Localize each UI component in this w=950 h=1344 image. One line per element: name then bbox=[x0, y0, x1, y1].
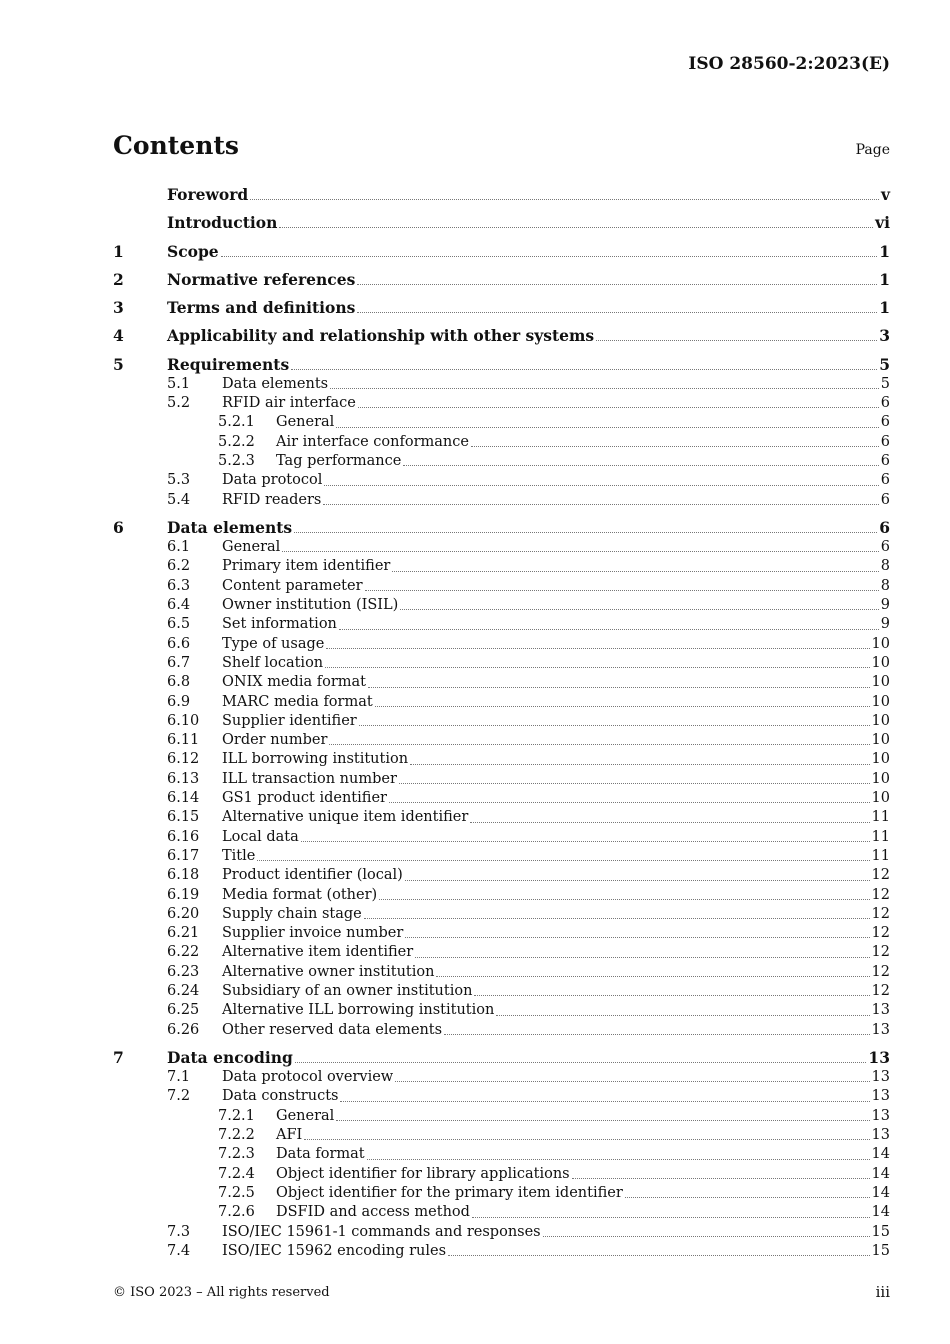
toc-entry[interactable] bbox=[113, 433, 890, 452]
toc-entry-number: 6.24 bbox=[167, 982, 200, 999]
toc-entry-page[interactable]: 10 bbox=[871, 635, 890, 652]
toc-entry-number: 6.10 bbox=[167, 712, 200, 729]
toc-entry[interactable] bbox=[113, 184, 890, 205]
toc-entry-number: 6.6 bbox=[167, 635, 191, 652]
toc-entry-number: 2 bbox=[113, 269, 124, 289]
toc-entry[interactable] bbox=[113, 1087, 890, 1106]
toc-entry-page[interactable]: 11 bbox=[871, 809, 890, 826]
toc-entry-number: 7.2.2 bbox=[218, 1127, 255, 1144]
toc-entry-page[interactable]: 10 bbox=[871, 674, 890, 691]
toc-entry-page[interactable]: 15 bbox=[871, 1223, 890, 1240]
toc-entry-title[interactable]: Alternative ILL borrowing institution bbox=[222, 1002, 495, 1019]
toc-entry-title[interactable]: ISO/IEC 15962 encoding rules bbox=[222, 1242, 447, 1259]
toc-entry-title[interactable]: Object identifier for library applications bbox=[276, 1165, 570, 1182]
toc-dot-leader bbox=[324, 485, 878, 486]
toc-entry[interactable] bbox=[113, 673, 890, 692]
toc-entry-title[interactable]: Data elements bbox=[222, 375, 329, 392]
toc-dot-leader bbox=[596, 340, 877, 341]
toc-entry-number: 6.8 bbox=[167, 674, 191, 691]
toc-dot-leader bbox=[375, 706, 870, 707]
toc-entry-page[interactable]: 13 bbox=[871, 1088, 890, 1105]
toc-entry-title[interactable]: Supply chain stage bbox=[222, 905, 362, 922]
toc-entry[interactable] bbox=[113, 808, 890, 827]
page-number: iii bbox=[875, 1283, 890, 1301]
toc-entry-number: 7.3 bbox=[167, 1223, 191, 1240]
toc-entry-page[interactable]: 10 bbox=[871, 732, 890, 749]
toc-entry-number: 7.4 bbox=[167, 1242, 191, 1259]
page-title: Contents bbox=[113, 131, 240, 160]
toc-entry-number: 6.5 bbox=[167, 616, 191, 633]
toc-entry-number: 7.2.3 bbox=[218, 1146, 255, 1163]
toc-entry-number: 5.1 bbox=[167, 375, 191, 392]
toc-entry-number: 5.4 bbox=[167, 491, 191, 508]
toc-entry-number: 6.16 bbox=[167, 828, 200, 845]
toc-entry-title[interactable]: Product identifier (local) bbox=[222, 867, 403, 884]
toc-dot-leader bbox=[326, 648, 869, 649]
toc-entry-page[interactable]: 10 bbox=[871, 790, 890, 807]
toc-dot-leader bbox=[367, 1159, 870, 1160]
toc-entry-page[interactable]: 14 bbox=[871, 1146, 890, 1163]
toc-entry-page[interactable]: 12 bbox=[871, 886, 890, 903]
toc-entry-number: 6.15 bbox=[167, 809, 200, 826]
toc-entry[interactable] bbox=[113, 471, 890, 490]
toc-entry-page[interactable]: 13 bbox=[871, 1021, 890, 1038]
toc-entry-number: 5.2 bbox=[167, 395, 191, 412]
toc-entry[interactable] bbox=[113, 712, 890, 731]
toc-entry-title[interactable]: GS1 product identifier bbox=[222, 790, 387, 807]
toc-entry-number: 5.2.2 bbox=[218, 433, 255, 450]
toc-dot-leader bbox=[221, 256, 878, 257]
toc-entry[interactable] bbox=[113, 828, 890, 847]
toc-dot-leader bbox=[399, 783, 870, 784]
toc-entry[interactable] bbox=[113, 1107, 890, 1126]
toc-entry[interactable] bbox=[113, 1001, 890, 1020]
toc-entry[interactable] bbox=[113, 886, 890, 905]
toc-entry[interactable] bbox=[113, 1047, 890, 1068]
toc-entry-page[interactable]: 13 bbox=[871, 1107, 890, 1124]
toc-entry-number: 6.19 bbox=[167, 886, 200, 903]
toc-entry-title[interactable]: Shelf location bbox=[222, 654, 324, 671]
toc-entry-page[interactable]: 11 bbox=[871, 828, 890, 845]
toc-entry-page[interactable]: 11 bbox=[871, 847, 890, 864]
toc-entry-number: 7.2.4 bbox=[218, 1165, 255, 1182]
toc-entry-page[interactable]: 6 bbox=[880, 472, 890, 489]
toc-entry[interactable] bbox=[113, 1223, 890, 1242]
toc-entry-number: 6.23 bbox=[167, 963, 200, 980]
toc-entry-number: 6.3 bbox=[167, 577, 191, 594]
toc-entry-page[interactable]: 3 bbox=[879, 326, 890, 346]
toc-entry-page[interactable]: 10 bbox=[871, 712, 890, 729]
toc-entry-title[interactable]: Type of usage bbox=[222, 635, 325, 652]
toc-dot-leader bbox=[330, 388, 879, 389]
toc-entry-title[interactable]: Media format (other) bbox=[222, 886, 378, 903]
toc-entry-page[interactable]: 6 bbox=[880, 539, 890, 556]
toc-entry-title[interactable]: Primary item identifier bbox=[222, 558, 391, 575]
toc-entry-page[interactable]: 14 bbox=[871, 1204, 890, 1221]
toc-entry[interactable] bbox=[113, 269, 890, 290]
toc-entry-page[interactable]: 1 bbox=[879, 298, 890, 318]
toc-entry[interactable] bbox=[113, 750, 890, 769]
toc-entry-title[interactable]: Data encoding bbox=[167, 1048, 293, 1068]
toc-entry-number: 7.1 bbox=[167, 1069, 191, 1086]
toc-entry-number: 6.21 bbox=[167, 925, 200, 942]
toc-entry-title[interactable]: General bbox=[276, 414, 335, 431]
toc-entry-title[interactable]: Scope bbox=[167, 241, 219, 261]
toc-entry-title[interactable]: AFI bbox=[276, 1127, 303, 1144]
toc-entry-page[interactable]: 10 bbox=[871, 654, 890, 671]
toc-entry-title[interactable]: Foreword bbox=[167, 185, 249, 204]
toc-dot-leader bbox=[496, 1015, 869, 1016]
toc-entry-number: 7 bbox=[113, 1048, 124, 1068]
toc-entry-number: 5 bbox=[113, 354, 124, 374]
toc-dot-leader bbox=[295, 1062, 867, 1063]
toc-dot-leader bbox=[336, 427, 878, 428]
toc-dot-leader bbox=[279, 227, 873, 228]
toc-entry-number: 7.2.1 bbox=[218, 1107, 255, 1124]
toc-dot-leader bbox=[415, 957, 869, 958]
toc-dot-leader bbox=[543, 1236, 870, 1237]
toc-entry-page[interactable]: 12 bbox=[871, 905, 890, 922]
toc-entry-page[interactable]: 12 bbox=[871, 925, 890, 942]
toc-entry[interactable] bbox=[113, 943, 890, 962]
toc-dot-leader bbox=[282, 551, 878, 552]
toc-dot-leader bbox=[403, 465, 878, 466]
toc-entry-page[interactable]: 6 bbox=[879, 518, 890, 538]
toc-dot-leader bbox=[357, 284, 877, 285]
toc-entry-page[interactable]: 12 bbox=[871, 944, 890, 961]
toc-entry-title[interactable]: Alternative item identifier bbox=[222, 944, 414, 961]
toc-entry[interactable] bbox=[113, 241, 890, 262]
toc-entry-number: 6.17 bbox=[167, 847, 200, 864]
toc-entry-title[interactable]: Data format bbox=[276, 1146, 365, 1163]
toc-entry-number: 6.11 bbox=[167, 732, 200, 749]
toc-entry[interactable] bbox=[113, 982, 890, 1001]
toc-entry[interactable] bbox=[113, 354, 890, 375]
toc-entry[interactable] bbox=[113, 1242, 890, 1261]
toc-entry-title[interactable]: Alternative owner institution bbox=[222, 963, 435, 980]
toc-entry[interactable] bbox=[113, 375, 890, 394]
toc-entry-number: 6.20 bbox=[167, 905, 200, 922]
toc-entry-page[interactable]: 10 bbox=[871, 770, 890, 787]
toc-entry-number: 7.2.5 bbox=[218, 1184, 255, 1201]
toc-dot-leader bbox=[301, 841, 870, 842]
toc-entry[interactable] bbox=[113, 413, 890, 432]
toc-dot-leader bbox=[294, 532, 877, 533]
toc-entry-page[interactable]: 1 bbox=[879, 241, 890, 261]
toc-dot-leader bbox=[329, 744, 869, 745]
toc-entry-title[interactable]: Supplier invoice number bbox=[222, 925, 404, 942]
toc-entry-page[interactable]: 14 bbox=[871, 1165, 890, 1182]
toc-dot-leader bbox=[365, 590, 879, 591]
toc-dot-leader bbox=[389, 802, 870, 803]
toc-entry-title[interactable]: ILL borrowing institution bbox=[222, 751, 409, 768]
toc-entry-page[interactable]: 8 bbox=[880, 577, 890, 594]
toc-entry-number: 4 bbox=[113, 326, 124, 346]
toc-entry[interactable] bbox=[113, 596, 890, 615]
toc-dot-leader bbox=[340, 1101, 869, 1102]
toc-entry[interactable] bbox=[113, 394, 890, 413]
toc-entry-title[interactable]: ISO/IEC 15961-1 commands and responses bbox=[222, 1223, 541, 1240]
toc-dot-leader bbox=[448, 1255, 870, 1256]
toc-entry-title[interactable]: ONIX media format bbox=[222, 674, 366, 691]
toc-dot-leader bbox=[359, 725, 870, 726]
toc-dot-leader bbox=[470, 822, 869, 823]
toc-entry[interactable] bbox=[113, 325, 890, 346]
toc-entry-page[interactable]: 6 bbox=[880, 414, 890, 431]
toc-entry-title[interactable]: Air interface conformance bbox=[276, 433, 469, 450]
toc-entry-page[interactable]: 12 bbox=[871, 867, 890, 884]
toc-entry[interactable] bbox=[113, 1165, 890, 1184]
toc-entry-page[interactable]: vi bbox=[875, 213, 890, 233]
toc-dot-leader bbox=[474, 995, 869, 996]
toc-entry-page[interactable]: 6 bbox=[880, 433, 890, 450]
toc-entry[interactable] bbox=[113, 1145, 890, 1164]
toc-entry[interactable] bbox=[113, 1203, 890, 1222]
toc-entry-number: 5.2.1 bbox=[218, 414, 255, 431]
toc-dot-leader bbox=[400, 609, 878, 610]
toc-entry-title[interactable]: Alternative unique item identifier bbox=[222, 809, 469, 826]
toc-entry[interactable] bbox=[113, 924, 890, 943]
toc-entry-page[interactable]: 13 bbox=[871, 1069, 890, 1086]
toc-entry-title[interactable]: RFID readers bbox=[222, 491, 322, 508]
toc-dot-leader bbox=[336, 1120, 869, 1121]
toc-entry[interactable] bbox=[113, 212, 890, 233]
toc-entry-title[interactable]: Subsidiary of an owner institution bbox=[222, 982, 473, 999]
toc-entry-title[interactable]: Introduction bbox=[167, 213, 278, 233]
toc-entry-title[interactable]: Data elements bbox=[167, 518, 293, 538]
toc-entry-page[interactable]: 5 bbox=[880, 375, 890, 392]
toc-entry-title[interactable]: Title bbox=[222, 847, 256, 864]
toc-dot-leader bbox=[323, 504, 878, 505]
toc-entry-title[interactable]: Local data bbox=[222, 828, 299, 845]
toc-entry-number: 6.26 bbox=[167, 1021, 200, 1038]
toc-entry[interactable] bbox=[113, 517, 890, 538]
toc-dot-leader bbox=[357, 312, 877, 313]
toc-entry-number: 6.9 bbox=[167, 693, 191, 710]
toc-entry-page[interactable]: 15 bbox=[871, 1242, 890, 1259]
page-column-label: Page bbox=[855, 142, 890, 158]
toc-entry-title[interactable]: Data protocol bbox=[222, 472, 323, 489]
toc-entry-title[interactable]: General bbox=[276, 1107, 335, 1124]
toc-entry-title[interactable]: Normative references bbox=[167, 269, 356, 289]
toc-dot-leader bbox=[364, 918, 870, 919]
toc-entry[interactable] bbox=[113, 770, 890, 789]
toc-entry[interactable] bbox=[113, 1184, 890, 1203]
toc-entry[interactable] bbox=[113, 452, 890, 471]
toc-entry[interactable] bbox=[113, 1021, 890, 1040]
toc-entry-title[interactable]: ILL transaction number bbox=[222, 770, 397, 787]
toc-dot-leader bbox=[368, 687, 870, 688]
toc-dot-leader bbox=[444, 1034, 869, 1035]
toc-dot-leader bbox=[410, 764, 869, 765]
toc-entry-page[interactable]: 6 bbox=[880, 452, 890, 469]
toc-entry-number: 6.4 bbox=[167, 597, 191, 614]
toc-entry-title[interactable]: DSFID and access method bbox=[276, 1204, 470, 1221]
toc-entry-title[interactable]: Owner institution (ISIL) bbox=[222, 597, 399, 614]
toc-entry-page[interactable]: 1 bbox=[879, 269, 890, 289]
toc-entry-title[interactable]: Object identifier for the primary item identifier bbox=[276, 1184, 623, 1201]
toc-entry-number: 6.7 bbox=[167, 654, 191, 671]
toc-entry[interactable] bbox=[113, 577, 890, 596]
toc-entry[interactable] bbox=[113, 491, 890, 510]
toc-dot-leader bbox=[304, 1139, 869, 1140]
toc-dot-leader bbox=[572, 1178, 870, 1179]
table-of-contents bbox=[113, 184, 890, 1261]
copyright-notice: © ISO 2023 – All rights reserved bbox=[113, 1285, 330, 1300]
toc-entry-title[interactable]: General bbox=[222, 539, 281, 556]
toc-entry-title[interactable]: Applicability and relationship with other systems bbox=[167, 326, 595, 346]
toc-entry-page[interactable]: 6 bbox=[880, 395, 890, 412]
toc-entry-page[interactable]: 9 bbox=[880, 597, 890, 614]
toc-entry-page[interactable]: 6 bbox=[880, 491, 890, 508]
toc-entry[interactable] bbox=[113, 963, 890, 982]
toc-entry-number: 6.2 bbox=[167, 558, 191, 575]
toc-entry-number: 6.22 bbox=[167, 944, 200, 961]
toc-entry-page[interactable]: 14 bbox=[871, 1184, 890, 1201]
toc-entry-title[interactable]: RFID air interface bbox=[222, 395, 356, 412]
toc-entry[interactable] bbox=[113, 615, 890, 634]
toc-entry-title[interactable]: Supplier identifier bbox=[222, 712, 357, 729]
toc-dot-leader bbox=[250, 199, 879, 200]
toc-dot-leader bbox=[405, 880, 870, 881]
toc-entry[interactable] bbox=[113, 654, 890, 673]
toc-entry-title[interactable]: Order number bbox=[222, 732, 328, 749]
toc-entry-number: 6.1 bbox=[167, 539, 191, 556]
toc-entry-page[interactable]: 10 bbox=[871, 693, 890, 710]
toc-dot-leader bbox=[257, 860, 869, 861]
toc-entry-number: 6.25 bbox=[167, 1002, 200, 1019]
toc-dot-leader bbox=[436, 976, 869, 977]
toc-entry-number: 6.14 bbox=[167, 790, 200, 807]
toc-entry-page[interactable]: 9 bbox=[880, 616, 890, 633]
toc-entry-title[interactable]: Content parameter bbox=[222, 577, 363, 594]
toc-dot-leader bbox=[392, 571, 878, 572]
toc-entry-number: 3 bbox=[113, 298, 124, 318]
toc-entry[interactable] bbox=[113, 866, 890, 885]
toc-entry-title[interactable]: Data protocol overview bbox=[222, 1069, 394, 1086]
toc-entry[interactable] bbox=[113, 635, 890, 654]
toc-dot-leader bbox=[405, 937, 869, 938]
toc-entry-page[interactable]: 12 bbox=[871, 982, 890, 999]
toc-entry[interactable] bbox=[113, 693, 890, 712]
toc-dot-leader bbox=[379, 899, 869, 900]
toc-entry-title[interactable]: Requirements bbox=[167, 354, 290, 374]
toc-entry[interactable] bbox=[113, 557, 890, 576]
toc-entry-number: 6.18 bbox=[167, 867, 200, 884]
toc-entry[interactable] bbox=[113, 1068, 890, 1087]
toc-entry-number: 6.13 bbox=[167, 770, 200, 787]
toc-entry[interactable] bbox=[113, 1126, 890, 1145]
toc-dot-leader bbox=[339, 629, 879, 630]
toc-entry[interactable] bbox=[113, 789, 890, 808]
toc-entry-page[interactable]: v bbox=[880, 185, 890, 204]
toc-entry-title[interactable]: Other reserved data elements bbox=[222, 1021, 443, 1038]
toc-entry-page[interactable]: 12 bbox=[871, 963, 890, 980]
toc-entry[interactable] bbox=[113, 731, 890, 750]
toc-entry-number: 1 bbox=[113, 241, 124, 261]
toc-dot-leader bbox=[471, 446, 879, 447]
toc-dot-leader bbox=[325, 667, 869, 668]
toc-entry-number: 5.2.3 bbox=[218, 452, 255, 469]
toc-entry-number: 6.12 bbox=[167, 751, 200, 768]
toc-dot-leader bbox=[291, 369, 877, 370]
toc-entry-page[interactable]: 13 bbox=[871, 1002, 890, 1019]
toc-dot-leader bbox=[625, 1197, 870, 1198]
toc-entry-title[interactable]: MARC media format bbox=[222, 693, 373, 710]
toc-entry-number: 7.2.6 bbox=[218, 1204, 255, 1221]
toc-entry-page[interactable]: 13 bbox=[871, 1127, 890, 1144]
toc-entry-page[interactable]: 8 bbox=[880, 558, 890, 575]
toc-entry[interactable] bbox=[113, 847, 890, 866]
document-identifier: ISO 28560-2:2023(E) bbox=[688, 54, 890, 74]
toc-entry-page[interactable]: 13 bbox=[868, 1048, 890, 1068]
toc-entry-title[interactable]: Data constructs bbox=[222, 1088, 339, 1105]
toc-dot-leader bbox=[358, 407, 879, 408]
toc-entry-number: 5.3 bbox=[167, 472, 191, 489]
toc-entry-page[interactable]: 10 bbox=[871, 751, 890, 768]
toc-entry[interactable] bbox=[113, 538, 890, 557]
toc-entry-number: 6 bbox=[113, 518, 124, 538]
toc-entry-title[interactable]: Terms and definitions bbox=[167, 298, 356, 318]
toc-entry-page[interactable]: 5 bbox=[879, 354, 890, 374]
toc-dot-leader bbox=[395, 1081, 869, 1082]
toc-entry-number: 7.2 bbox=[167, 1088, 191, 1105]
toc-entry[interactable] bbox=[113, 297, 890, 318]
toc-entry-title[interactable]: Tag performance bbox=[276, 452, 402, 469]
toc-entry[interactable] bbox=[113, 905, 890, 924]
toc-entry-title[interactable]: Set information bbox=[222, 616, 337, 633]
toc-dot-leader bbox=[472, 1217, 870, 1218]
